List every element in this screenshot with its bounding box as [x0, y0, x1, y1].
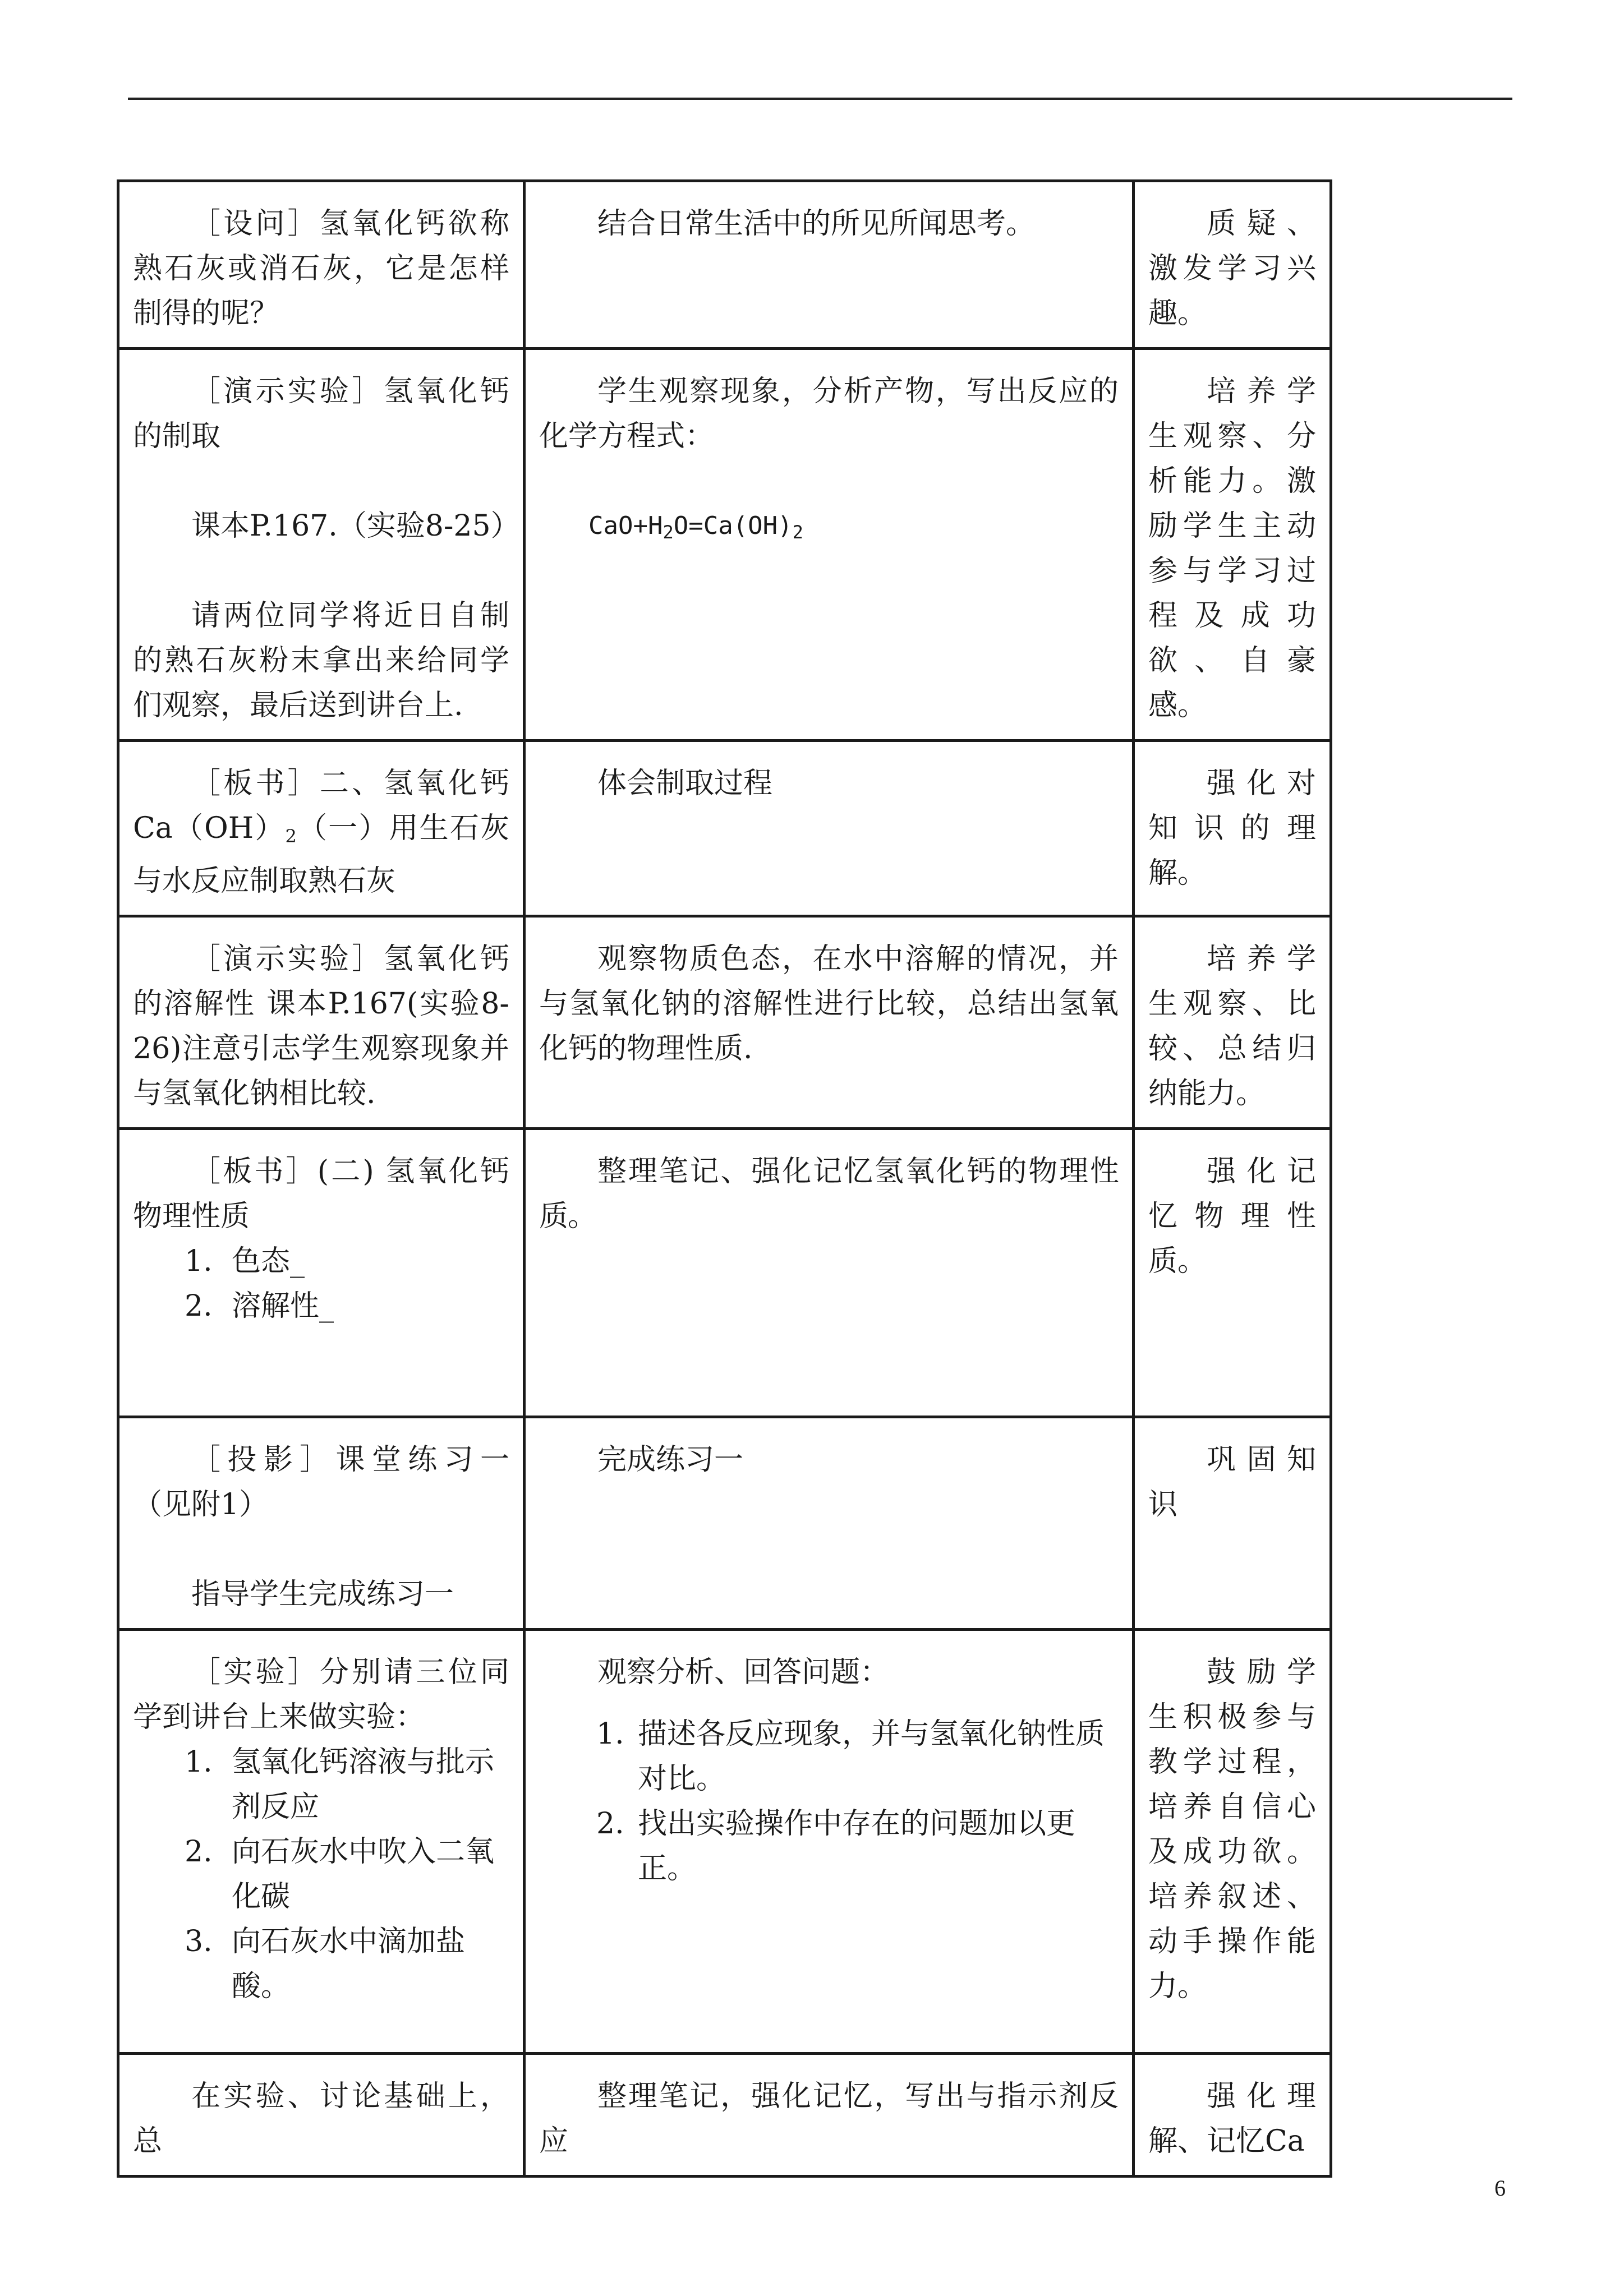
student-text: 整理笔记，强化记忆，写出与指示剂反应: [539, 2080, 1119, 2158]
student-text: 结合日常生活中的所见所闻思考。: [597, 207, 1036, 241]
list-item: 1. 氢氧化钙溶液与批示剂反应: [185, 1745, 495, 1824]
teacher-text: ［演示实验］氢氧化钙的溶解性 课本P.167(实验8-26)注意引志学生观察现象并与氢氧化钠相比较.: [133, 942, 509, 1110]
student-activity-cell: [525, 741, 1134, 916]
student-text: 观察分析、回答问题：: [597, 1656, 890, 1689]
student-task-list: [539, 1712, 1119, 1891]
table-row: [118, 1129, 1331, 1417]
list-item: 1. 色态_: [185, 1244, 305, 1278]
table-row: [118, 181, 1331, 349]
table-row: [118, 2054, 1331, 2177]
list-item: 2. 找出实验操作中存在的问题加以更正。: [596, 1807, 1076, 1885]
list-item: 2. 向石灰水中吹入二氧化碳: [185, 1835, 495, 1914]
student-activity-cell: [525, 2054, 1134, 2177]
student-text: 体会制取过程: [597, 767, 773, 800]
intent-text: 强化对知识的理解。: [1148, 767, 1316, 890]
student-text: 观察物质色态，在水中溶解的情况，并与氢氧化钠的溶解性进行比较，总结出氢氧化钙的物理性质.: [539, 942, 1119, 1066]
student-activity-cell: [525, 1417, 1134, 1630]
student-activity-cell: [525, 1630, 1134, 2054]
design-intent-cell: [1134, 1129, 1331, 1417]
design-intent-cell: [1134, 1417, 1331, 1630]
student-activity-cell: [525, 181, 1134, 349]
header-rule: [128, 98, 1512, 100]
teacher-activity-cell: [118, 181, 525, 349]
teacher-activity-cell: [118, 741, 525, 916]
teacher-activity-cell: [118, 2054, 525, 2177]
intent-text: 巩固知识: [1148, 1443, 1316, 1522]
teacher-activity-cell: [118, 1129, 525, 1417]
student-activity-cell: [525, 349, 1134, 741]
teacher-text: ［设问］氢氧化钙欲称熟石灰或消石灰，它是怎样制得的呢？: [133, 207, 509, 330]
teacher-text: 请两位同学将近日自制的熟石灰粉末拿出来给同学们观察，最后送到讲台上.: [133, 599, 509, 722]
list-item: 3. 向石灰水中滴加盐酸。: [185, 1925, 466, 2003]
teacher-text: 指导学生完成练习一: [191, 1578, 454, 1611]
intent-text: 鼓励学生积极参与教学过程，培养自信心及成功欲。培养叙述、动手操作能力。: [1148, 1656, 1316, 2003]
teacher-activity-cell: [118, 349, 525, 741]
design-intent-cell: [1134, 2054, 1331, 2177]
teacher-text: ［板书］二、氢氧化钙$Ca(OH)_2$（一）用生石灰与水反应制取熟石灰: [133, 767, 509, 898]
student-activity-cell: [525, 1129, 1134, 1417]
table-row: [118, 741, 1331, 916]
table-row: [118, 916, 1331, 1129]
teacher-activity-cell: [118, 1417, 525, 1630]
lesson-plan-table: [117, 179, 1332, 2178]
experiment-list: [133, 1740, 509, 2009]
intent-text: 强化记忆物理性质。: [1148, 1155, 1316, 1278]
intent-text: 培养学生观察、比较、总结归纳能力。: [1148, 942, 1316, 1110]
table-row: [118, 1417, 1331, 1630]
teacher-text: ［投影］课堂练习一（见附1）: [133, 1443, 509, 1522]
table-row: [118, 1630, 1331, 2054]
design-intent-cell: [1134, 349, 1331, 741]
teacher-activity-cell: [118, 916, 525, 1129]
design-intent-cell: [1134, 1630, 1331, 2054]
student-text: 学生观察现象，分析产物，写出反应的化学方程式：: [539, 375, 1119, 453]
student-text: 完成练习一: [597, 1443, 744, 1477]
teacher-text: ［板书］(二) 氢氧化钙物理性质: [133, 1155, 509, 1233]
design-intent-cell: [1134, 916, 1331, 1129]
design-intent-cell: [1134, 741, 1331, 916]
properties-list: [133, 1239, 509, 1329]
list-item: 2. 溶解性_: [185, 1289, 334, 1323]
intent-text: 强化理解、记忆Ca: [1148, 2080, 1316, 2158]
teacher-text: 课本P.167.（实验8-25）: [191, 509, 520, 543]
teacher-activity-cell: [118, 1630, 525, 2054]
design-intent-cell: [1134, 181, 1331, 349]
page-number: 6: [1494, 2175, 1506, 2201]
intent-text: 质疑、激发学习兴趣。: [1148, 207, 1316, 330]
list-item: 1. 描述各反应现象，并与氢氧化钠性质对比。: [596, 1717, 1105, 1796]
teacher-text: ［实验］分别请三位同学到讲台上来做实验：: [133, 1656, 509, 1734]
chemical-equation: $CaO+H_2O=Ca(OH)_2$: [588, 511, 803, 543]
teacher-text: ［演示实验］氢氧化钙的制取: [133, 375, 509, 453]
table-row: [118, 349, 1331, 741]
student-text: 整理笔记、强化记忆氢氧化钙的物理性质。: [539, 1155, 1119, 1233]
student-activity-cell: [525, 916, 1134, 1129]
intent-text: 培养学生观察、分析能力。激励学生主动参与学习过程及成功欲、自豪感。: [1148, 375, 1316, 722]
teacher-text: 在实验、讨论基础上，总: [133, 2080, 509, 2158]
